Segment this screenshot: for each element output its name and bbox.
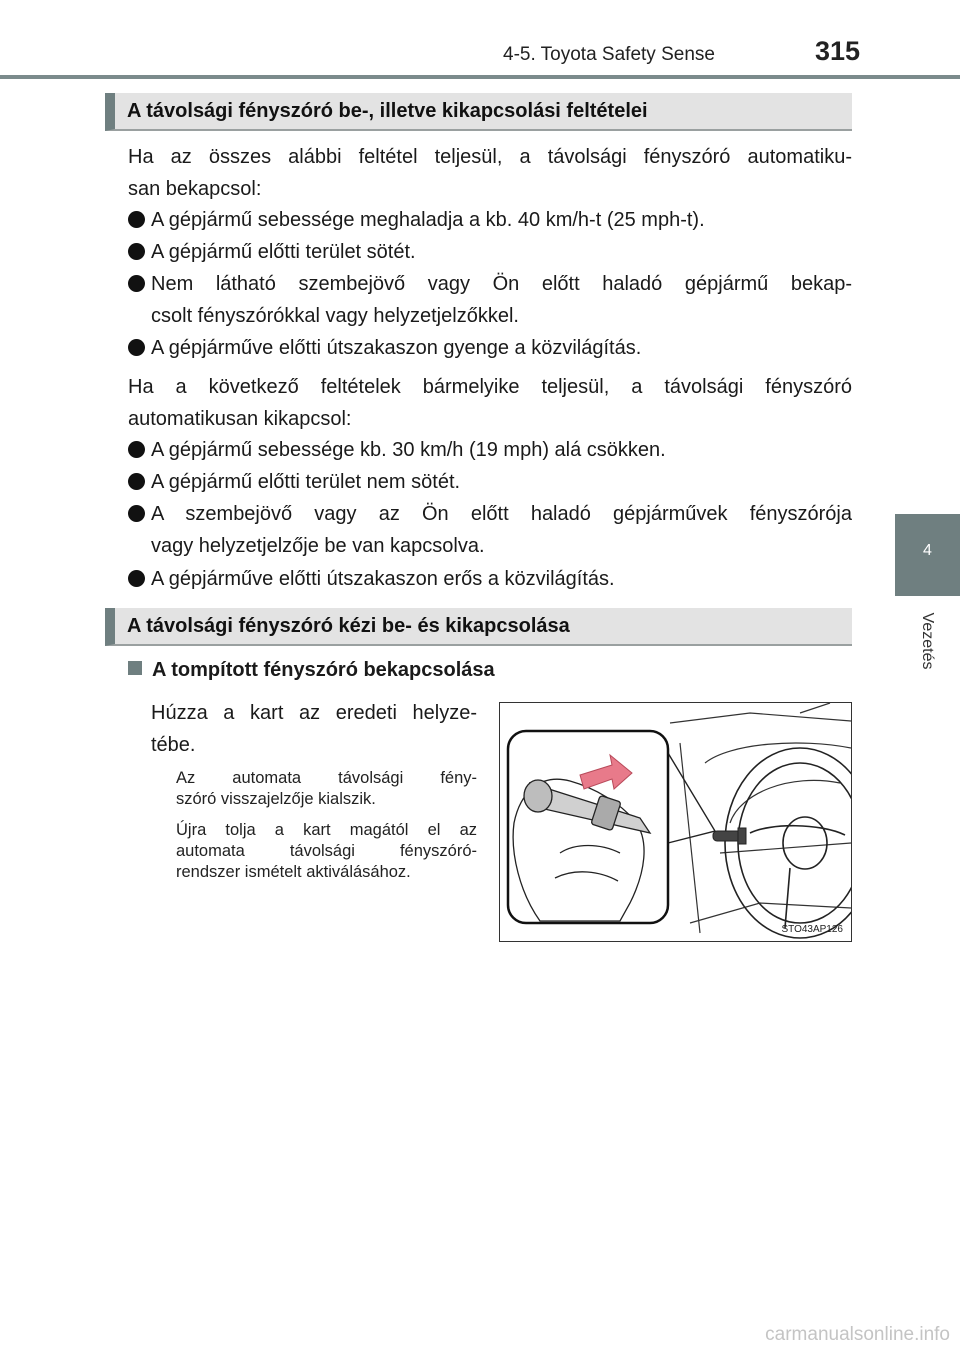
list-item-text: A gépjármű előtti terület nem sötét.	[151, 471, 461, 493]
watermark-logo	[752, 1322, 952, 1346]
list-item-text: vagy helyzetjelzője be van kapcsolva.	[151, 535, 485, 557]
bullet-icon	[128, 211, 145, 228]
svg-text:carmanualsonline.info: carmanualsonline.info	[765, 1324, 950, 1345]
note2-line3: rendszer ismételt aktiválásához.	[176, 863, 411, 881]
section-heading-manual	[105, 608, 852, 646]
square-bullet-icon	[128, 661, 142, 675]
list-item-continuation	[128, 300, 852, 332]
list-item	[128, 563, 852, 595]
page-number: 315	[815, 36, 861, 66]
list-item	[128, 204, 852, 236]
note1-line2: szóró visszajelzője kialszik.	[176, 790, 376, 808]
figure-code: STO43AP126	[781, 924, 843, 935]
list-item-text: csolt fényszórókkal vagy helyzetjelzőkkel.	[151, 305, 519, 327]
chapter-number: 4	[923, 542, 932, 559]
list-item-text: A gépjárműve előtti útszakaszon erős a közvilágítás.	[151, 568, 615, 590]
list-item-text: Nem látható szembejövő vagy Ön előtt haladó gépjármű bekap-	[151, 273, 852, 295]
sub-heading-text: A tompított fényszóró bekapcsolása	[152, 659, 495, 681]
intro-off-line2: automatikusan kikapcsol:	[128, 408, 352, 430]
list-item	[128, 434, 852, 466]
chapter-label: Vezetés	[919, 612, 936, 670]
header-section-title: 4-5. Toyota Safety Sense	[503, 44, 715, 65]
bullet-icon	[128, 570, 145, 587]
list-item	[128, 236, 852, 268]
note1-line1: Az automata távolsági fény-	[176, 769, 477, 787]
bullet-icon	[128, 473, 145, 490]
list-item-continuation	[128, 530, 852, 562]
section-heading-conditions	[105, 93, 852, 131]
note2-line1: Újra tolja a kart magától el az	[176, 821, 477, 839]
chapter-tab	[895, 514, 960, 596]
note2-line2: automata távolsági fényszóró-	[176, 842, 477, 860]
intro-on-line2: san bekapcsol:	[128, 178, 262, 200]
list-item	[128, 498, 852, 530]
list-item	[128, 332, 852, 364]
list-item-text: A gépjármű sebessége meghaladja a kb. 40 km/h-t (25 mph-t).	[151, 209, 705, 231]
list-item-text: A szembejövő vagy az Ön előtt haladó gépjárművek fényszórója	[151, 503, 852, 525]
section-heading-manual-text: A távolsági fényszóró kézi be- és kikapcsolása	[127, 615, 570, 637]
sub-heading	[128, 659, 495, 682]
instruction-line1: Húzza a kart az eredeti helyze-	[151, 702, 477, 724]
intro-off-line1: Ha a következő feltételek bármelyike teljesül, a távolsági fényszóró	[128, 376, 852, 398]
list-item-text: A gépjármű előtti terület sötét.	[151, 241, 416, 263]
bullet-icon	[128, 243, 145, 260]
bullet-icon	[128, 505, 145, 522]
header-divider	[0, 75, 960, 79]
chapter-label-container	[916, 603, 938, 683]
lever-illustration-drawing	[500, 703, 851, 941]
lever-illustration	[499, 702, 852, 942]
section-heading-conditions-text: A távolsági fényszóró be-, illetve kikapcsolási feltételei	[127, 100, 648, 122]
bullet-icon	[128, 441, 145, 458]
bullet-icon	[128, 339, 145, 356]
instruction-line2: tébe.	[151, 734, 196, 756]
bullet-icon	[128, 275, 145, 292]
intro-on-line1: Ha az összes alábbi feltétel teljesül, a távolsági fényszóró automatiku-	[128, 146, 852, 168]
list-item-text: A gépjármű sebessége kb. 30 km/h (19 mph) alá csökken.	[151, 439, 666, 461]
list-item-text: A gépjárműve előtti útszakaszon gyenge a közvilágítás.	[151, 337, 642, 359]
list-item	[128, 268, 852, 300]
list-item	[128, 466, 852, 498]
